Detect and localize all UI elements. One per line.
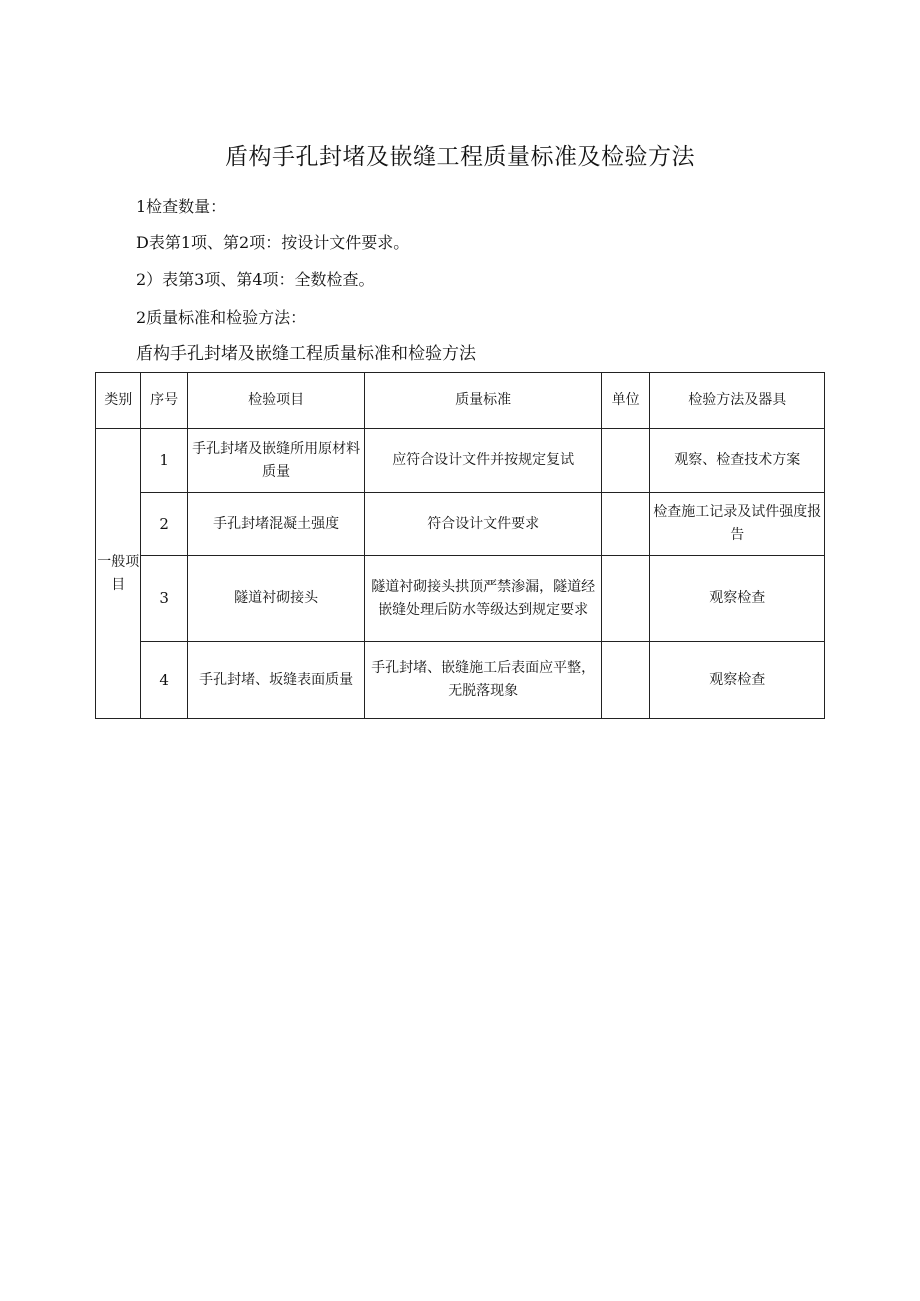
table-row <box>96 642 825 719</box>
row-method: 检查施工记录及试件强度报告 <box>650 493 825 556</box>
row-standard: 手孔封堵、嵌缝施工后表面应平整，无脱落现象 <box>365 642 601 719</box>
table-row <box>96 493 825 556</box>
row-standard: 隧道衬砌接头拱顶严禁渗漏，隧道经嵌缝处理后防水等级达到规定要求 <box>365 556 601 642</box>
row-item: 手孔封堵及嵌缝所用原材料质量 <box>187 429 365 493</box>
row-item: 手孔封堵、坂缝表面质量 <box>187 642 365 719</box>
row-unit <box>601 493 650 556</box>
paragraph-inspection-quantity: 1检查数量： <box>136 197 227 216</box>
row-unit <box>601 556 650 642</box>
row-item: 手孔封堵混凝土强度 <box>187 493 365 556</box>
quality-standard-table <box>95 372 825 719</box>
table-row <box>96 556 825 642</box>
header-number: 序号 <box>141 373 187 429</box>
row-unit <box>601 642 650 719</box>
header-inspection-method: 检验方法及器具 <box>650 373 825 429</box>
row-item: 隧道衬砌接头 <box>187 556 365 642</box>
row-unit <box>601 429 650 493</box>
row-number: 4 <box>141 642 187 719</box>
header-inspection-item: 检验项目 <box>187 373 365 429</box>
paragraph-items-1-2: D表第1项、第2项：按设计文件要求。 <box>136 233 410 252</box>
table-header-row <box>96 373 825 429</box>
row-standard: 符合设计文件要求 <box>365 493 601 556</box>
row-number: 2 <box>141 493 187 556</box>
row-number: 1 <box>141 429 187 493</box>
paragraph-quality-standard: 2质量标准和检验方法： <box>136 308 307 327</box>
category-cell: 一般项目 <box>96 429 141 719</box>
table-caption: 盾构手孔封堵及嵌缝工程质量标准和检验方法 <box>136 344 476 364</box>
paragraph-items-3-4: 2）表第3项、第4项：全数检查。 <box>136 270 375 289</box>
header-quality-standard: 质量标准 <box>365 373 601 429</box>
row-method: 观察检查 <box>650 556 825 642</box>
header-unit: 单位 <box>601 373 650 429</box>
header-category: 类别 <box>96 373 141 429</box>
row-standard: 应符合设计文件并按规定复试 <box>365 429 601 493</box>
row-method: 观察检查 <box>650 642 825 719</box>
document-title: 盾构手孔封堵及嵌缝工程质量标准及检验方法 <box>225 144 695 170</box>
table-row <box>96 429 825 493</box>
row-number: 3 <box>141 556 187 642</box>
row-method: 观察、检查技术方案 <box>650 429 825 493</box>
